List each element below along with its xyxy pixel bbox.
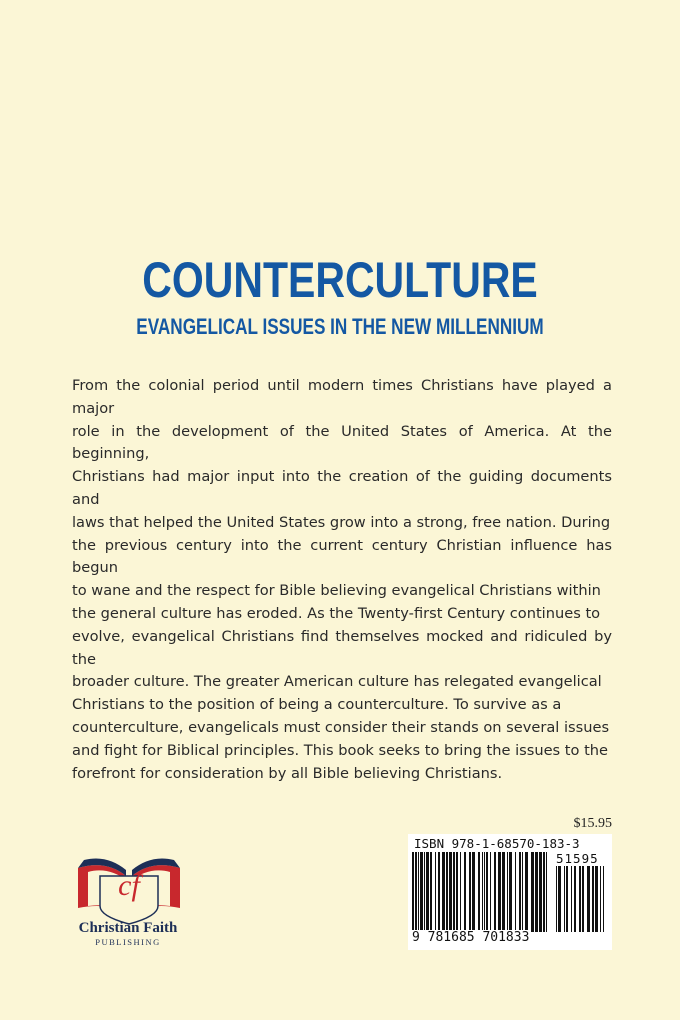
barcode-bar	[420, 852, 423, 932]
ean-number: 9 781685 701833	[412, 930, 530, 945]
blurb-line: counterculture, evangelicals must consider their stands on several issues	[72, 718, 610, 736]
blurb-text	[72, 375, 612, 785]
barcode-bar	[435, 852, 436, 932]
isbn-number: ISBN 978-1-68570-183-3	[414, 836, 580, 851]
barcode-bar	[558, 866, 561, 932]
barcode-bar	[556, 866, 557, 932]
barcode	[408, 834, 612, 950]
barcode-bar	[418, 852, 419, 932]
barcode-bar	[442, 852, 445, 932]
barcode-bar	[507, 852, 508, 932]
blurb-line: role in the development of the United States of America. At the beginning,	[72, 422, 612, 463]
barcode-bar	[426, 852, 429, 932]
barcode-bar	[424, 852, 425, 932]
barcode-bar	[571, 866, 572, 932]
barcode-bar	[603, 866, 604, 932]
barcode-bar	[412, 852, 414, 932]
barcode-bar	[515, 852, 516, 932]
publisher-name: Christian Faith	[78, 920, 178, 936]
barcode-bar	[430, 852, 432, 932]
barcode-bar	[546, 852, 547, 932]
barcode-bar	[482, 852, 483, 932]
barcode-bar	[592, 866, 594, 932]
barcode-bar	[472, 852, 475, 932]
ean-barcode-bars	[412, 852, 550, 932]
price-label: $15.95	[573, 816, 612, 831]
barcode-bar	[469, 852, 471, 932]
barcode-bar	[490, 852, 491, 932]
barcode-bar	[582, 866, 584, 932]
barcode-bar	[587, 866, 590, 932]
blurb-line: evolve, evangelical Christians find themselves mocked and ridiculed by the	[72, 627, 612, 668]
barcode-bar	[486, 852, 488, 932]
blurb-line: the previous century into the current century Christian influence has begun	[72, 536, 612, 577]
blurb-line: to wane and the respect for Bible believing evangelical Christians within	[72, 582, 601, 600]
barcode-bar	[494, 852, 496, 932]
blurb-line: Christians had major input into the creation of the guiding documents and	[72, 468, 612, 508]
barcode-bar	[600, 866, 601, 932]
barcode-bar	[498, 852, 501, 932]
barcode-bar	[539, 852, 542, 932]
blurb-line: forefront for consideration by all Bible believing Christians.	[72, 764, 503, 782]
barcode-bar	[464, 852, 466, 932]
barcode-bar	[438, 852, 440, 932]
barcode-bar	[531, 852, 534, 932]
barcode-bar	[525, 852, 528, 932]
book-title: COUNTERCULTURE	[142, 252, 538, 308]
book-subtitle: EVANGELICAL ISSUES IN THE NEW MILLENNIUM	[136, 314, 544, 339]
blurb-line: broader culture. The greater American culture has relegated evangelical	[72, 673, 602, 691]
blurb-line: From the colonial period until modern times Christians have played a major	[72, 377, 612, 417]
barcode-bar	[543, 852, 545, 932]
barcode-bar	[579, 866, 581, 932]
addon-barcode-bars	[556, 866, 608, 932]
barcode-bar	[519, 852, 521, 932]
logo-letters: cf	[118, 869, 140, 902]
blurb-line: and fight for Biblical principles. This book seeks to bring the issues to the	[72, 741, 609, 759]
barcode-bar	[509, 852, 512, 932]
barcode-bar	[535, 852, 538, 932]
barcode-bar	[449, 852, 452, 932]
barcode-bar	[502, 852, 505, 932]
barcode-bar	[522, 852, 523, 932]
blurb-line: the general culture has eroded. As the Twenty-first Century continues to	[72, 604, 601, 622]
barcode-bar	[478, 852, 480, 932]
barcode-bar	[574, 866, 576, 932]
barcode-bar	[453, 852, 455, 932]
barcode-bar	[564, 866, 565, 932]
barcode-bar	[446, 852, 448, 932]
publisher-tagline: PUBLISHING	[95, 937, 161, 947]
blurb-line: laws that helped the United States grow into a strong, free nation. During	[72, 513, 611, 531]
barcode-bar	[415, 852, 417, 932]
barcode-bar	[595, 866, 598, 932]
addon-number: 51595	[556, 851, 599, 866]
barcode-bar	[456, 852, 458, 932]
barcode-bar	[566, 866, 568, 932]
blurb-line: Christians to the position of being a counterculture. To survive as a	[72, 696, 562, 714]
barcode-bar	[460, 852, 461, 932]
barcode-bar	[484, 852, 485, 932]
